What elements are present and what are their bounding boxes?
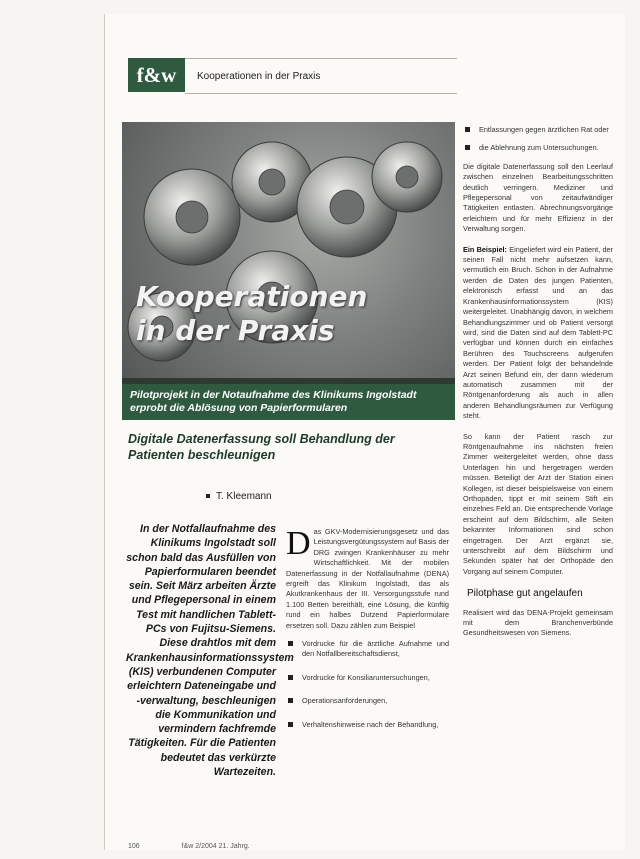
list-item: Operationsanforderungen, xyxy=(286,696,449,706)
form-list xyxy=(286,639,449,730)
list-item: die Ablehnung zum Untersuchungen. xyxy=(463,143,613,153)
author-line xyxy=(206,491,272,502)
list-item: Vordrucke für Konsiliaruntersuchungen, xyxy=(286,673,449,683)
author-bullet-icon xyxy=(206,494,210,498)
body-paragraph: Realisiert wird das DENA-Projekt gemeinsam mit dem Branchenverbünde Gesundheitswesen von Siemens. xyxy=(463,607,613,638)
example-text: Eingeliefert wird ein Patient, der seinen Fall nicht mehr aufsetzen kann, vermutlich ein Bruch. Schon in der Aufnahme werden die Daten des jungen Patienten, elektronisch erfasst und an das Krankenhausinformationssystem (KIS) weitergeleitet. Unabhängig davon, in welchem Behandlungszimmer und ob Patient versorgt wird, sind die Daten sind auf dem Tablett-PC verfügbar und können durch ein einfaches Berühren des Touchscreens aufgerufen werden. Der Patient folgt der behandelnde Arzt seinen Befund ein, der dann wiederum automatisch zusammen mit der Röntgenanforderung als auch in allen anderen Behandlungsräumen zur Verfügung steht. xyxy=(463,244,613,421)
body-column-right xyxy=(463,125,613,649)
article-subtitle: Digitale Datenerfassung soll Behandlung der Patienten beschleunigen xyxy=(128,432,395,462)
form-list-continued xyxy=(463,125,613,154)
lead-paragraph: In der Notfallaufnahme des Klinikums Ingolstadt soll schon bald das Ausfüllen von Papierformularen beendet sein. Seit März arbeiten Ärzte und Pflegepersonal in einem Test mit handlichen Tablett-PCs von Fujitsu-Siemens. Diese drahtlos mit dem Krankenhausinformationssystem (KIS) verbundenen Computer erleichtern Dateneingabe und -verwaltung, beschleunigen die Kommunikation und vermindern fachfremde Tätigkeiten. Für die Patienten bedeutet das verkürzte Wartezeiten. xyxy=(126,523,294,779)
page-number: 106 xyxy=(128,843,140,850)
list-item: Vordrucke für die ärztliche Aufnahme und den Notfallbereitschaftsdienst, xyxy=(286,639,449,660)
body-column-middle xyxy=(286,527,449,743)
author-name: T. Kleemann xyxy=(216,491,272,502)
page-footer xyxy=(128,843,290,850)
section-heading: Pilotphase gut angelaufen xyxy=(467,588,583,600)
hero-caption: Pilotprojekt in der Notaufnahme des Klinikums Ingolstadt erprobt die Ablösung von Papierformularen xyxy=(122,384,455,420)
hero-image xyxy=(122,122,455,384)
body-paragraph: So kann der Patient rasch zur Röntgenaufnahme ins nächsten freien Zimmer weitergeleitet werden, ohne dass Unterlagen hin und hergetragen werden müssen. Beteiligt der Arzt der Station einen Kollegen, ist dieser beispielsweise von einem Orthopäden, tippt er mit seinem Stift ein einzelnes Feld an. Die entsprechende Vorlage erscheint auf dem Bildschirm, alle Seiten bekannter Informationen sind schon eingetragen. Der Arzt ergänzt sie, unterschreibt auf dem Bildschirm und Sekunden später hat der Orthopäde den Vorgang auf seinem Computer. xyxy=(463,431,613,576)
body-paragraph: Die digitale Datenerfassung soll den Leerlauf zwischen einzelnen Bearbeitungsschritten deutlich verringern. Mediziner und Pflegepersonal von zeitaufwändiger Tätigkeiten entlasten. Abrechnungsvorgänge erleichtern und für mehr Effizienz in der Verwaltung sorgen. xyxy=(463,161,613,234)
example-paragraph xyxy=(463,245,613,422)
hero-title-line2: in der Praxis xyxy=(136,314,335,347)
list-item: Verhaltenshinweise nach der Behandlung, xyxy=(286,720,449,730)
issue-info: f&w 2/2004 21. Jahrg. xyxy=(181,843,250,850)
list-item: Entlassungen gegen ärztlichen Rat oder xyxy=(463,125,613,135)
hero-title xyxy=(136,280,446,348)
example-label: Ein Beispiel: xyxy=(463,244,507,254)
magazine-logo: f&w xyxy=(128,58,185,92)
hero-title-line1: Kooperationen xyxy=(136,280,368,313)
section-header-title: Kooperationen in der Praxis xyxy=(197,71,321,82)
dropcap: D xyxy=(286,525,311,562)
intro-paragraph: as GKV-Modernisierungsgesetz und das Leistungsvergütungssystem auf Basis der DRG zwingen Krankenhäuser zu mehr Wirtschaftlichkeit. Mit der mobilen Datenerfassung in der Notfallaufnahme (DENA) ergreift das Klinikum Ingolstadt, das als Akutkrankenhaus der III. Versorgungsstufe rund 1.100 Betten bereithält, eine Lösung, die künftig rund ein halbes Dutzend Papierformulare ersetzen soll. Dazu zählen zum Beispiel xyxy=(286,527,449,630)
